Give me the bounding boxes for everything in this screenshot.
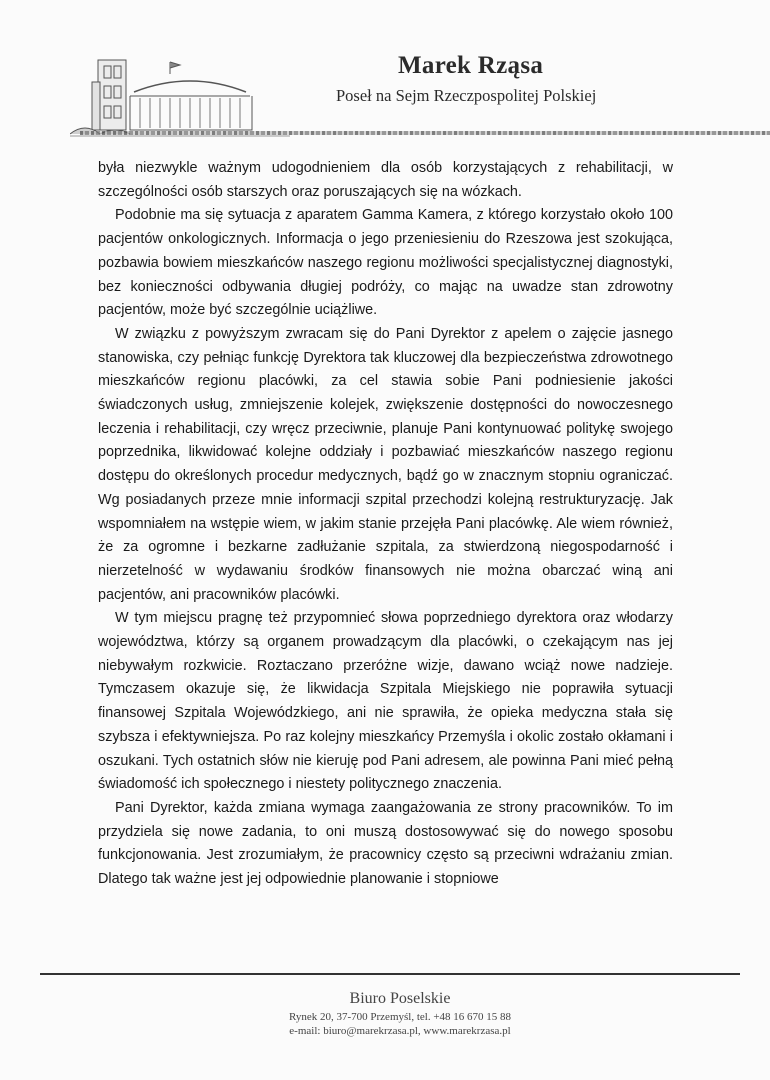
footer [0, 990, 770, 1037]
author-name: Marek Rząsa [398, 52, 544, 79]
footer-divider [40, 973, 740, 975]
paragraph: Pani Dyrektor, każda zmiana wymaga zaangażowania ze strony pracowników. To im przydziela się nowe zadania, to oni muszą dostosowywać się do nowego sposobu funkcjonowania. Jest zrozumiałym, że pracownicy często są przeciwni wdrażaniu zmian. Dlatego tak ważne jest jej odpowiednie planowanie i stopniowe [98, 799, 673, 888]
paragraph: W tym miejscu pragnę też przypomnieć słowa poprzedniego dyrektora oraz włodarzy województwa, którzy są organem prowadzącym dla placówki, o czekającym nas jej niebywałym rozkwicie. Roztaczano przeróżne wizje, dawano wciąż nowe nadzieje. Tymczasem okazuje się, że likwidacja Szpitala Miejskiego nie poprawiła sytuacji finansowej Szpitala Wojewódzkiego, ani nie sprawiła, że opieka medyczna stała się szybsza i efektywniejsza. Po raz kolejny mieszkańcy Przemyśla i okolic zostało okłamani i oszukani. Tych ostatnich słów nie kieruję pod Pani adresem, ale powinna Pani mieć pełną świadomość ich społecznego i niestety politycznego znaczenia. [98, 610, 673, 793]
office-address: Rynek 20, 37-700 Przemyśl, tel. +48 16 670 15 88 [288, 1011, 512, 1023]
letterhead [0, 0, 770, 160]
header-divider [80, 131, 770, 135]
paragraph: W związku z powyższym zwracam się do Pani Dyrektor z apelem o zajęcie jasnego stanowiska, czy pełniąc funkcję Dyrektora tak kluczowej dla bezpieczeństwa zdrowotnego mieszkańców regionu placówki, za cel stawia sobie Pani podniesienie jakości świadczonych usług, zmniejszenie kolejek, zwiększenie dostępności do nowoczesnego leczenia i rehabilitacji, czy wręcz przeciwnie, planuje Pani kontynuować politykę swojego poprzednika, likwidować kolejne oddziały i pozbawiać mieszkańców naszego regionu dostępu do określonych procedur medycznych, bądź go w znacznym stopniu ograniczać. Wg posiadanych przeze mnie informacji szpital przechodzi kolejną restrukturyzację. Jak wspomniałem na wstępie wiem, w jakim stanie przejęła Pani placówkę. Ale wiem również, że za ogromne i bezkarne zadłużanie szpitala, za stwierdzoną niegospodarność i nierzetelność w wydawaniu środków finansowych nie można obarczać winą ani pacjentów, ani pracowników placówki. [98, 325, 673, 603]
office-name: Biuro Poselskie [349, 990, 451, 1007]
author-title: Poseł na Sejm Rzeczpospolitej Polskiej [336, 86, 597, 105]
letter-body [98, 157, 673, 892]
office-contact: e-mail: biuro@marekrzasa.pl, www.marekrzasa.pl [289, 1025, 511, 1037]
paragraph: Podobnie ma się sytuacja z aparatem Gamma Kamera, z którego korzystało około 100 pacjentów onkologicznych. Informacja o jego przeniesieniu do Rzeszowa jest szokująca, pozbawia bowiem mieszkańców naszego regionu możliwości specjalistycznej diagnostyki, bez konieczności odbywania długiej podróży, co mając na uwadze stan zdrowotny pacjentów, może być szczególnie uciążliwe. [98, 207, 673, 319]
paragraph: była niezwykle ważnym udogodnieniem dla osób korzystających z rehabilitacji, w szczególności osób starszych oraz poruszających się na wózkach. [98, 160, 673, 200]
